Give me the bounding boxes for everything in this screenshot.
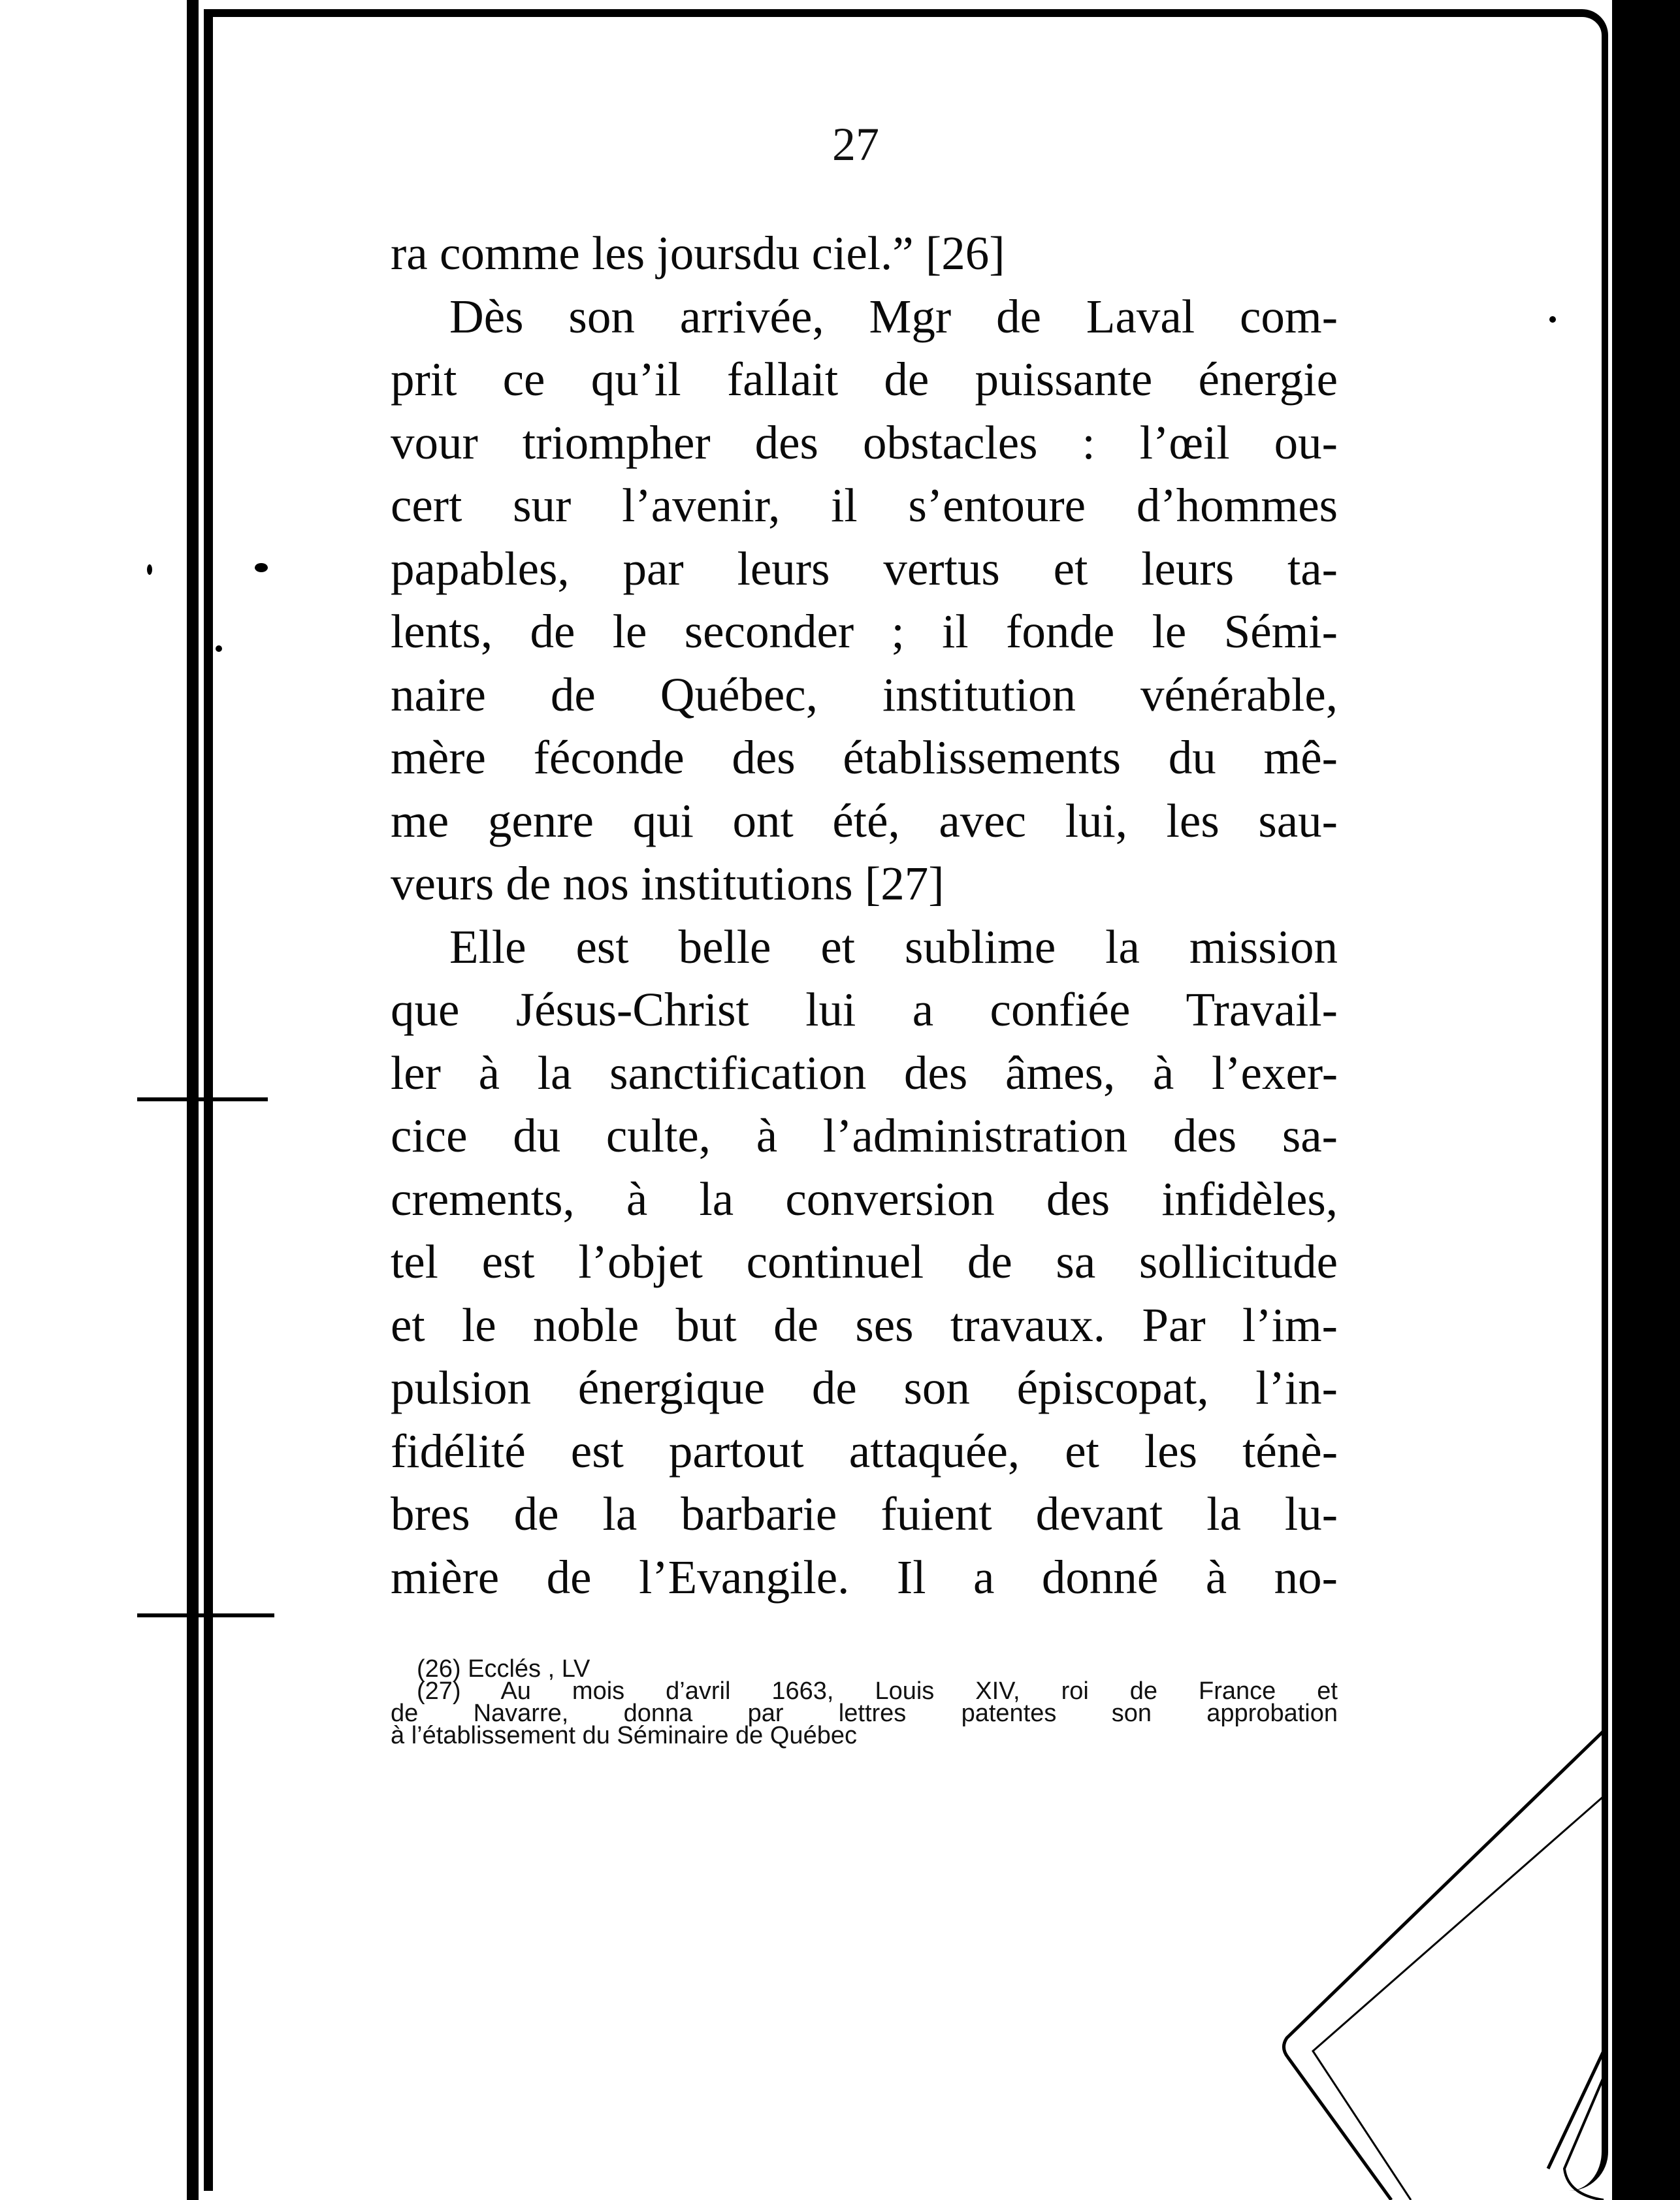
text-line: mière de l’Evangile. Il a donné à no- <box>391 1550 1338 1604</box>
ink-speck <box>147 564 152 575</box>
binding-mark <box>137 1613 274 1617</box>
body-text <box>391 222 1338 1609</box>
text-line: que Jésus-Christ lui a confiée Travail- <box>391 983 1338 1036</box>
text-line: Elle est belle et sublime la mission <box>449 920 1338 973</box>
page-right-shadow <box>1612 0 1680 2200</box>
ink-speck <box>255 563 268 572</box>
text-line: fidélité est partout attaquée, et les ténè- <box>391 1424 1338 1478</box>
text-line: lents, de le seconder ; il fonde le Sémi- <box>391 605 1338 658</box>
text-line: prit ce qu’il fallait de puissante énergie <box>391 353 1338 406</box>
text-line: et le noble but de ses travaux. Par l’im- <box>391 1298 1338 1351</box>
text-line: veurs de nos institutions [27] <box>391 857 945 910</box>
text-line: ra comme les joursdu ciel.” [26] <box>391 227 1005 280</box>
text-line: Dès son arrivée, Mgr de Laval com- <box>449 289 1338 343</box>
footnote-line: à l’établissement du Séminaire de Québec <box>391 1722 857 1749</box>
text-line: bres de la barbarie fuient devant la lu- <box>391 1487 1338 1540</box>
footnotes <box>391 1655 1338 1749</box>
folded-corner-flap <box>1274 1711 1613 2200</box>
text-line: papables, par leurs vertus et leurs ta- <box>391 542 1338 595</box>
text-line: me genre qui ont été, avec lui, les sau- <box>391 794 1338 847</box>
ink-speck <box>1549 316 1556 323</box>
text-line: crements, à la conversion des infidèles, <box>391 1172 1338 1225</box>
text-line: vour triompher des obstacles : l’œil ou- <box>391 415 1338 469</box>
text-line: naire de Québec, institution vénérable, <box>391 668 1338 721</box>
text-line: tel est l’objet continuel de sa sollicitude <box>391 1235 1338 1288</box>
footnote-line: (26) Ecclés , LV <box>417 1655 590 1683</box>
text-line: pulsion énergique de son épiscopat, l’in- <box>391 1361 1338 1414</box>
ink-speck <box>216 645 222 652</box>
text-line: ler à la sanctification des âmes, à l’exer- <box>391 1046 1338 1099</box>
footnote-line: de Navarre, donna par lettres patentes son approbation <box>391 1700 1338 1727</box>
text-line: cert sur l’avenir, il s’entoure d’hommes <box>391 479 1338 532</box>
page-number: 27 <box>832 118 879 170</box>
footnote-line: (27) Au mois d’avril 1663, Louis XIV, roi de France et <box>417 1677 1338 1705</box>
text-line: mère féconde des établissements du mê- <box>391 731 1338 784</box>
binding-mark <box>137 1097 268 1101</box>
text-line: cice du culte, à l’administration des sa- <box>391 1109 1338 1162</box>
